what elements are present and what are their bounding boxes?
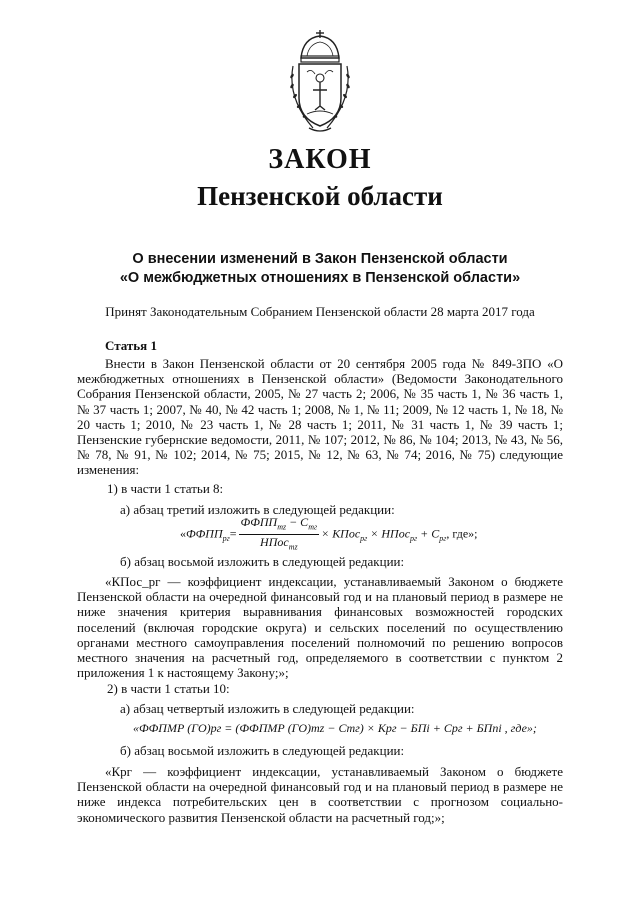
coat-of-arms-emblem <box>283 28 357 136</box>
item-1b-text: б) абзац восьмой изложить в следующей редакции: <box>120 554 405 569</box>
intro-paragraph: Внести в Закон Пензенской области от 20 сентября 2005 года № 849-ЗПО «О межбюджетных отношениях в Пензенской области» (Ведомости Законодательного Собрания Пензенской области, 2005, № 27 часть 2; 2006, № 35 часть 1, № 36 часть 1, № 37 часть 1; 2007, № 40, № 42 часть 1; 2008, № 1, № 11; 2009, № 12 часть 1, № 18, № 20 часть 1; 2010, № 23 часть 1, № 28 часть 1; 2011, № 31 часть 1, № 39 часть 1; Пензенские губернские ведомости, 2011, № 107; 2012, № 86, № 104; 2013, № 43, № 56, № 78, № 91, № 102; 2014, № 75; 2015, № 12, № 63, № 74; 2016, № 75) следующие изменения: <box>77 356 563 478</box>
article-heading: Статья 1 <box>105 338 157 353</box>
subject-line-2: «О межбюджетных отношениях в Пензенской области» <box>119 270 521 286</box>
item-2-quote: «Крг — коэффициент индексации, устанавливаемый Законом о бюджете Пензенской области на очередной финансовый год и на плановый период в размере не ниже индекса потребительских цен в соответствии с прогнозом социально-экономического развития Пензенской области на расчетный год;»; <box>77 764 563 825</box>
formula-2: «ФФПМР (ГО)рг = (ФФПМР (ГО)mz − Сmг) × Крг − БПi + Срг + БПni , где»; <box>133 721 537 735</box>
formula-1-fraction: $\frac{ФФПП_{mz} - С_{mг}}{НПос_{mz}}$ <box>240 515 318 552</box>
item-1a-text: а) абзац третий изложить в следующей редакции: <box>120 502 395 517</box>
formula-1: «$ФФПП_{рг}=$ $\frac{ФФПП_{mz} - С_{mг}}{НПос_{mz}}$ × КПос$_{рг}$ × НПос$_{рг}$ + $С_{рг}$, где»; <box>180 515 478 555</box>
adoption-note: Принят Законодательным Собранием Пензенской области 28 марта 2017 года <box>105 304 535 319</box>
item-2-label: 2) в части 1 статьи 10: <box>107 681 230 696</box>
item-2a-text: а) абзац четвертый изложить в следующей редакции: <box>120 701 415 716</box>
document-title: ЗАКОН <box>268 144 372 175</box>
item-2b-text: б) абзац восьмой изложить в следующей редакции: <box>120 743 405 758</box>
law-subject <box>0 250 640 288</box>
document-subtitle: Пензенской области <box>197 181 443 211</box>
item-1-label: 1) в части 1 статьи 8: <box>107 481 224 496</box>
subject-line-1: О внесении изменений в Закон Пензенской области <box>132 251 508 267</box>
item-1-quote: «КПос_рг — коэффициент индексации, устанавливаемый Законом о бюджете Пензенской области на очередной финансовый год и на плановый период в размере не ниже значения критерия выравнивания финансовых возможностей городских поселений (включая городские округа) и сельских поселений по осуществлению органами местного самоуправления поселений полномочий по решению вопросов местного значения на расчетный год, определяемого в соответствии с пунктом 2 приложения 1 к настоящему Закону;»; <box>77 574 563 681</box>
